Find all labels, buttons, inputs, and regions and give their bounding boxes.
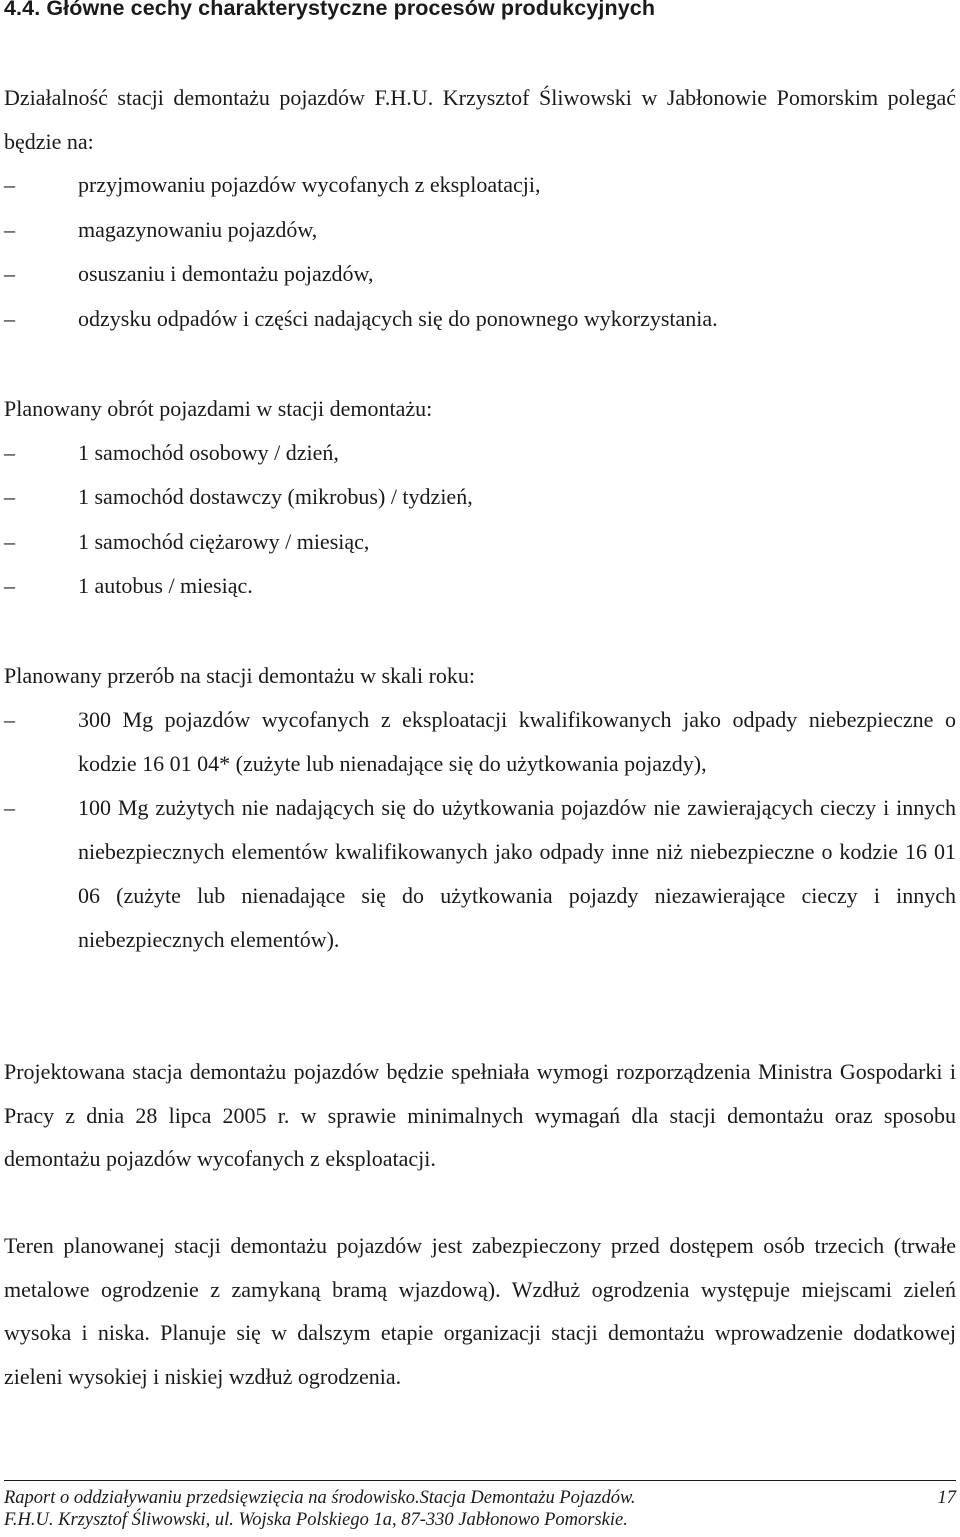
processing-paragraph: Planowany przerób na stacji demontażu w skali roku: (4, 663, 476, 688)
site-paragraph: Teren planowanej stacji demontażu pojazdów jest zabezpieczony przed dostępem osób trzecich (trwałe metalowe ogrodzenie z zamykaną bramą wjazdową). Wzdłuż ogrodzenia występuje miejscami zieleń wysoka i niska. Planuje się w dalszym etapie organizacji stacji demontażu wprowadzenie dodatkowej zieleni wysokiej i niskiej wzdłuż ogrodzenia. (4, 1233, 956, 1389)
document-page (4, 0, 956, 1537)
list-item: – 1 samochód ciężarowy / miesiąc, (4, 520, 956, 565)
dash-bullet-icon: – (4, 573, 15, 598)
dash-bullet-icon: – (4, 794, 15, 820)
activities-list (4, 163, 956, 341)
processing-list (4, 698, 956, 962)
footer-address: F.H.U. Krzysztof Śliwowski, ul. Wojska Polskiego 1a, 87-330 Jabłonowo Pomorskie. (4, 1510, 628, 1530)
intro-paragraph: Działalność stacji demontażu pojazdów F.H.U. Krzysztof Śliwowski w Jabłonowie Pomorskim polegać będzie na: (4, 85, 956, 154)
list-item: – 1 samochód dostawczy (mikrobus) / tydzień, (4, 475, 956, 520)
list-item: – magazynowaniu pojazdów, (4, 208, 956, 253)
dash-bullet-icon: – (4, 172, 15, 197)
processing-section (4, 654, 956, 962)
section-heading: 4.4. Główne cechy charakterystyczne procesów produkcyjnych (4, 0, 656, 20)
site-section (4, 1224, 956, 1398)
list-item: – przyjmowaniu pojazdów wycofanych z eksploatacji, (4, 163, 956, 208)
dash-bullet-icon: – (4, 528, 15, 554)
dash-bullet-icon: – (4, 216, 15, 242)
footer-line-2 (4, 1509, 956, 1531)
list-item: – odzysku odpadów i części nadających się do ponownego wykorzystania. (4, 297, 956, 342)
list-item: – osuszaniu i demontażu pojazdów, (4, 252, 956, 297)
turnover-paragraph: Planowany obrót pojazdami w stacji demontażu: (4, 396, 433, 421)
turnover-list (4, 431, 956, 609)
dash-bullet-icon: – (4, 484, 15, 509)
dash-bullet-icon: – (4, 439, 15, 465)
intro-section (4, 76, 956, 341)
dash-bullet-icon: – (4, 706, 15, 732)
list-item: – 100 Mg zużytych nie nadających się do użytkowania pojazdów nie zawierających cieczy i innych niebezpiecznych elementów kwalifikowanych jako odpady inne niż niebezpieczne o kodzie 16 01 06 (zużyte lub nienadające się do użytkowania pojazdy niezawierające cieczy i innych niebezpiecznych elementów). (4, 786, 956, 962)
dash-bullet-icon: – (4, 305, 15, 331)
regulation-section (4, 1050, 956, 1181)
page-footer (4, 1480, 956, 1531)
list-item: – 1 samochód osobowy / dzień, (4, 431, 956, 476)
turnover-section (4, 387, 956, 609)
dash-bullet-icon: – (4, 261, 15, 286)
footer-report-title: Raport o oddziaływaniu przedsięwzięcia na środowisko.Stacja Demontażu Pojazdów. (4, 1488, 636, 1508)
list-item: – 1 autobus / miesiąc. (4, 564, 956, 609)
list-item: – 300 Mg pojazdów wycofanych z eksploatacji kwalifikowanych jako odpady niebezpieczne o kodzie 16 01 04* (zużyte lub nienadające się do użytkowania pojazdy), (4, 698, 956, 786)
regulation-paragraph: Projektowana stacja demontażu pojazdów będzie spełniała wymogi rozporządzenia Ministra Gospodarki i Pracy z dnia 28 lipca 2005 r. w sprawie minimalnych wymagań dla stacji demontażu oraz sposobu demontażu pojazdów wycofanych z eksploatacji. (4, 1059, 956, 1171)
page-number: 17 (937, 1488, 956, 1508)
footer-line-1 (4, 1487, 956, 1509)
